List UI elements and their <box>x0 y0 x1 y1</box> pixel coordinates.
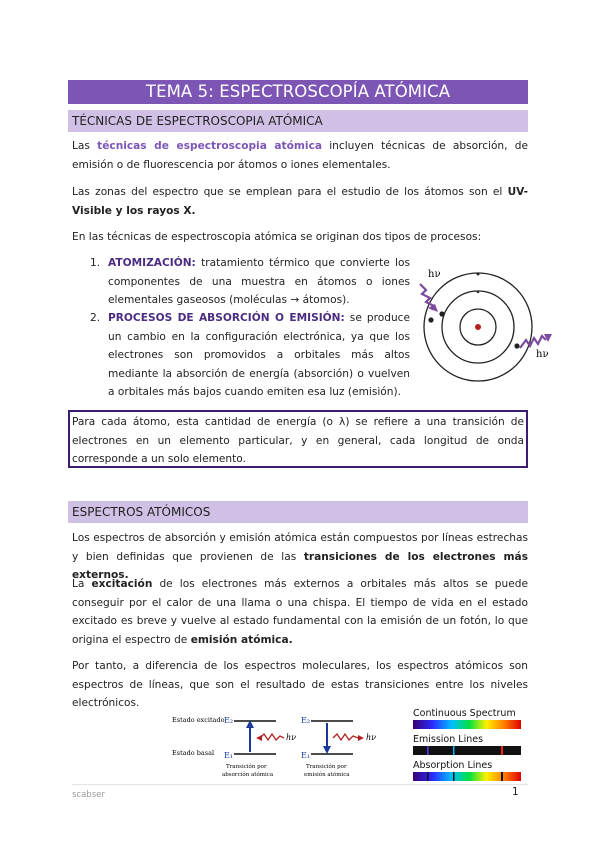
electron <box>439 311 444 316</box>
arrow-left-icon <box>256 735 262 741</box>
emission-caption: Transición por <box>306 764 347 770</box>
emission-caption: emisión atómica <box>304 772 350 778</box>
absorption-line <box>427 772 429 781</box>
footer-author: scabser <box>72 790 105 800</box>
energy-transition-diagram <box>170 708 400 782</box>
list-keyword: PROCESOS DE ABSORCIÓN O EMISIÓN: <box>108 312 345 324</box>
spectrum-background <box>413 746 521 755</box>
spectrum-gradient <box>413 720 521 729</box>
electron <box>428 317 433 322</box>
emission-line <box>453 746 455 755</box>
paragraph-procesos: En las técnicas de espectroscopia atómica se originan dos tipos de procesos: <box>72 231 482 243</box>
absorption-spectrum-bar <box>413 772 521 781</box>
arrow-down-icon <box>323 746 331 754</box>
text-run: Las zonas del espectro que se emplean para el estudio de los átomos son el <box>72 186 508 198</box>
continuous-spectrum-label: Continuous Spectrum <box>413 708 516 719</box>
section-heading-tecnicas: TÉCNICAS DE ESPECTROSCOPIA ATÓMICA <box>68 110 528 132</box>
list-item <box>90 309 410 402</box>
paragraph-intro <box>72 137 528 174</box>
absorption-lines-label: Absorption Lines <box>413 760 493 771</box>
e1-label: E₁ <box>301 751 311 760</box>
electron <box>514 343 519 348</box>
hv-label: hν <box>366 733 377 742</box>
absorption-line <box>453 772 455 781</box>
ground-state-label: Estado basal <box>172 749 215 757</box>
emission-line <box>501 746 503 755</box>
list-text: tratamiento térmico que convierte los componentes de una muestra en átomos o iones elementales gaseosos (moléculas → átomos). <box>108 257 410 306</box>
text-run: La <box>72 578 92 590</box>
bold-term: excitación <box>91 578 153 590</box>
arrow-head-icon <box>428 304 438 312</box>
paragraph-excitacion <box>72 575 528 649</box>
absorption-caption: Transición por <box>226 764 267 770</box>
text-run: Las <box>72 140 98 152</box>
bold-term: emisión atómica. <box>190 633 293 646</box>
bold-term: transiciones de los electrones más externos. <box>72 550 528 581</box>
continuous-spectrum-bar <box>413 720 521 729</box>
hv-label-in: hν <box>428 269 441 280</box>
highlight-box: Para cada átomo, esta cantidad de energía (o λ) se refiere a una transición de electrones en un elemento particular, y en general, cada longitud de onda corresponde a un solo elemento. <box>68 410 528 468</box>
highlight-term: técnicas de espectroscopia atómica <box>97 140 322 152</box>
emitted-photon-wave <box>333 734 358 740</box>
bold-term: UV-Visible y los rayos X. <box>72 186 528 217</box>
emission-line <box>427 746 429 755</box>
text-run: de los electrones más externos a orbitales más altos se puede conseguir por el calor de una llama o una chispa. El tiempo de vida en el estado excitado es breve y vuelve al estado fundamental con la emisión de un fotón, lo que origina el espectro de <box>72 578 528 646</box>
absorption-caption: absorción atómica <box>222 772 274 778</box>
page-title: TEMA 5: ESPECTROSCOPÍA ATÓMICA <box>68 80 528 104</box>
outgoing-photon-wave <box>520 336 546 348</box>
paragraph-zonas <box>72 183 528 220</box>
section-heading-espectros: ESPECTROS ATÓMICOS <box>68 501 528 523</box>
electron <box>477 273 480 276</box>
excited-state-label: Estado excitado <box>172 716 225 724</box>
list-keyword: ATOMIZACIÓN: <box>108 257 196 269</box>
text-run: incluyen técnicas de absorción, de emisión o de fluorescencia por átomos o iones elementales. <box>72 140 529 171</box>
page-number: 1 <box>512 786 519 798</box>
nucleus <box>475 324 481 330</box>
list-number: 2. <box>90 312 101 324</box>
footer-divider <box>72 784 528 785</box>
list-text: se produce un cambio en la configuración electrónica, ya que los electrones son promovidos a orbitales más altos mediante la absorción de energía (absorción) o vuelven a orbitales más bajos cuando emiten esa luz (emisión). <box>108 312 411 398</box>
emission-spectrum-bar <box>413 746 521 755</box>
absorbed-photon-wave <box>260 734 284 740</box>
electron <box>477 291 479 293</box>
emission-lines-label: Emission Lines <box>413 734 484 745</box>
arrow-right-icon <box>358 735 364 741</box>
spectrum-gradient <box>413 772 521 781</box>
atom-orbit-diagram <box>418 262 558 387</box>
hv-label: hν <box>286 733 297 742</box>
list-number: 1. <box>90 257 101 269</box>
paragraph-lineas: Por tanto, a diferencia de los espectros moleculares, los espectros atómicos son espectros de líneas, que son el resultado de estas transiciones entre los niveles electrónicos. <box>72 660 528 709</box>
absorption-line <box>501 772 503 781</box>
e1-label: E₁ <box>224 751 234 760</box>
hv-label-out: hν <box>536 349 549 360</box>
e2-label: E₂ <box>224 716 234 725</box>
text-run: Los espectros de absorción y emisión atómica están compuestos por líneas estrechas y bien definidas que provienen de las <box>72 532 528 563</box>
e2-label: E₂ <box>301 716 311 725</box>
list-item <box>90 254 410 310</box>
